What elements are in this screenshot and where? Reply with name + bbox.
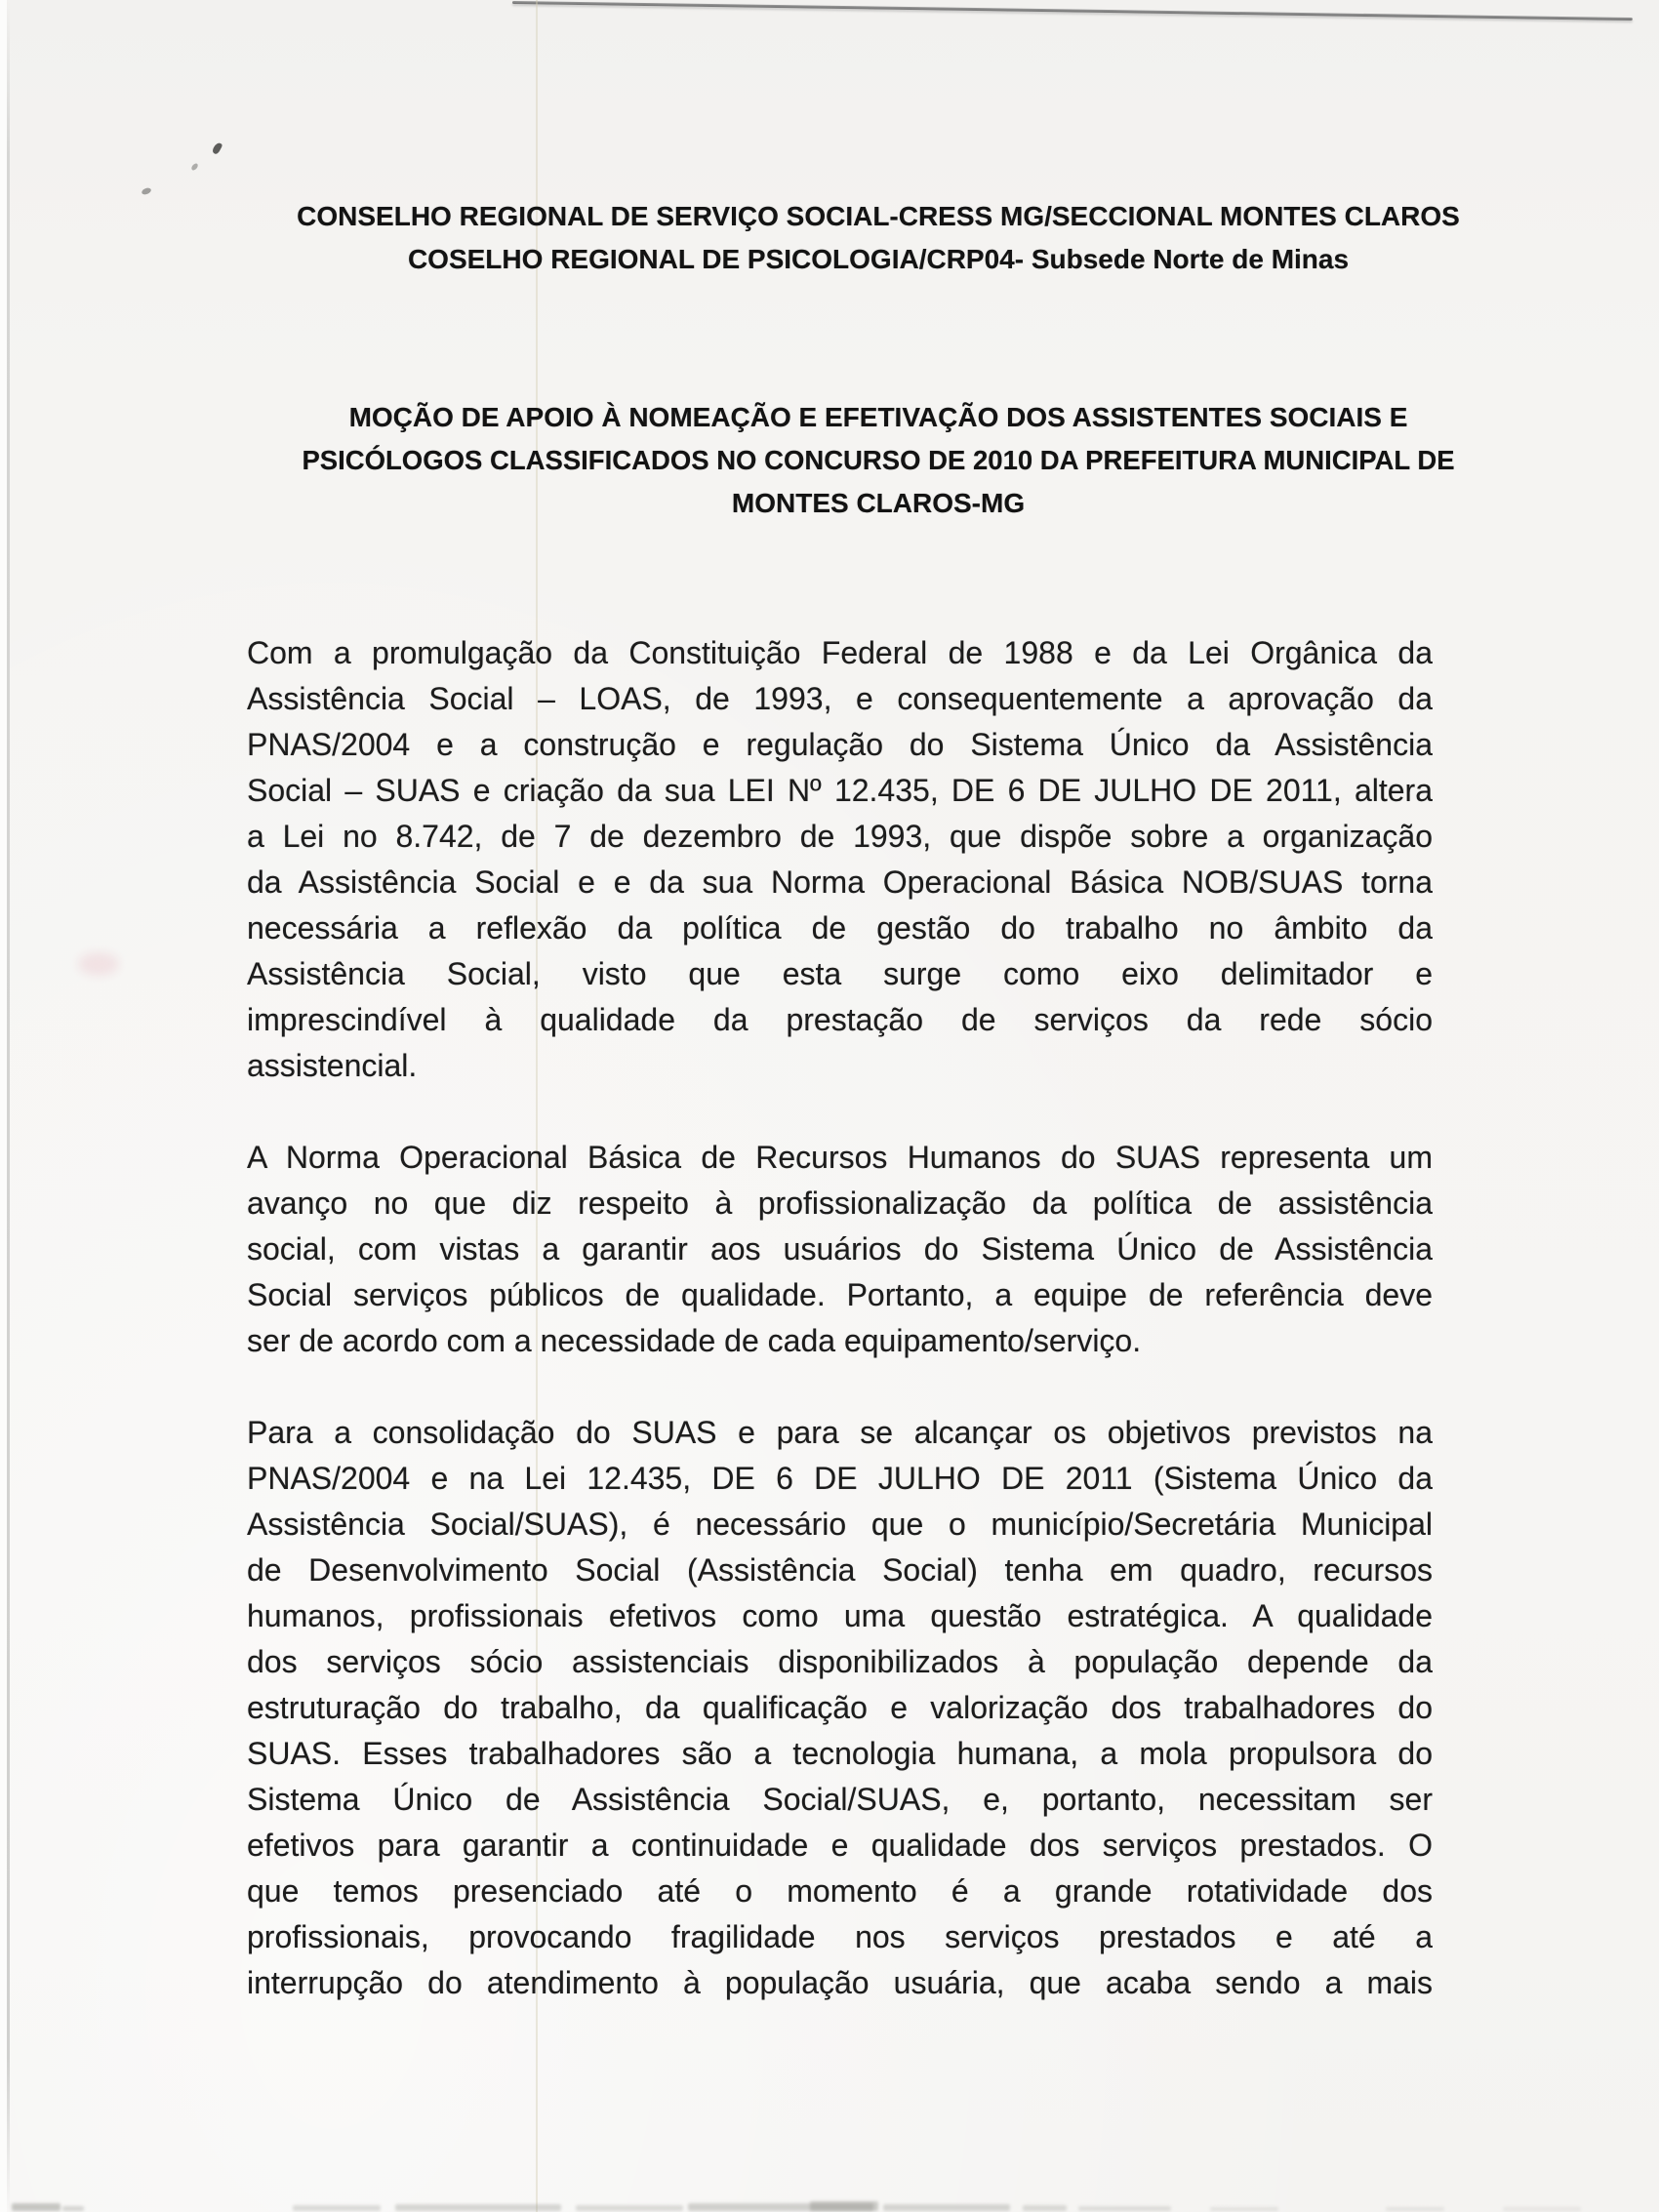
scan-artifact-left-edge-line — [7, 0, 10, 2212]
document-title — [293, 396, 1464, 525]
text-line: Assistência Social, visto que esta surge como eixo delimitador e — [247, 956, 1433, 991]
text-line: social, com vistas a garantir aos usuários do Sistema Único de Assistência — [247, 1231, 1433, 1267]
text-line: PNAS/2004 e na Lei 12.435, DE 6 DE JULHO DE 2011 (Sistema Único da — [247, 1461, 1433, 1496]
text-line: efetivos para garantir a continuidade e qualidade dos serviços prestados. O — [247, 1828, 1433, 1863]
scan-speck — [141, 186, 152, 195]
text-line: Com a promulgação da Constituição Federal de 1988 e da Lei Orgânica da — [247, 635, 1433, 670]
text-line: CONSELHO REGIONAL DE SERVIÇO SOCIAL-CRESS MG/SECCIONAL MONTES CLAROS — [297, 201, 1460, 231]
text-line: MONTES CLAROS-MG — [731, 488, 1026, 518]
text-line: Social serviços públicos de qualidade. Portanto, a equipe de referência deve — [247, 1277, 1433, 1312]
text-line: dos serviços sócio assistenciais disponibilizados à população depende da — [247, 1644, 1433, 1679]
text-line: necessária a reflexão da política de gestão do trabalho no âmbito da — [247, 910, 1433, 945]
text-line: estruturação do trabalho, da qualificação e valorização dos trabalhadores do — [247, 1690, 1433, 1725]
text-line: SUAS. Esses trabalhadores são a tecnologia humana, a mola propulsora do — [247, 1736, 1433, 1771]
text-line: profissionais, provocando fragilidade nos serviços prestados e até a — [247, 1919, 1433, 1954]
text-line: PNAS/2004 e a construção e regulação do Sistema Único da Assistência — [247, 727, 1433, 762]
text-line: ser de acordo com a necessidade de cada equipamento/serviço. — [247, 1323, 1142, 1358]
text-line: Assistência Social – LOAS, de 1993, e consequentemente a aprovação da — [247, 681, 1433, 716]
organization-header — [293, 195, 1464, 281]
text-line: Para a consolidação do SUAS e para se alcançar os objetivos previstos na — [247, 1415, 1433, 1450]
text-line: Sistema Único de Assistência Social/SUAS, e, portanto, necessitam ser — [247, 1782, 1433, 1817]
text-line: a Lei no 8.742, de 7 de dezembro de 1993, que dispõe sobre a organização — [247, 819, 1433, 854]
scan-speck — [190, 162, 199, 171]
scan-artifact-top-edge-line — [512, 1, 1633, 20]
text-line: COSELHO REGIONAL DE PSICOLOGIA/CRP04- Subsede Norte de Minas — [407, 244, 1350, 274]
body-paragraph — [247, 1135, 1433, 1364]
text-line: imprescindível à qualidade da prestação de serviços da rede sócio — [247, 1002, 1433, 1037]
text-line: A Norma Operacional Básica de Recursos Humanos do SUAS representa um — [247, 1140, 1433, 1175]
text-line: PSICÓLOGOS CLASSIFICADOS NO CONCURSO DE 2010 DA PREFEITURA MUNICIPAL DE — [302, 445, 1455, 475]
text-line: MOÇÃO DE APOIO À NOMEAÇÃO E EFETIVAÇÃO DOS ASSISTENTES SOCIAIS E — [348, 402, 1408, 432]
body-paragraph — [247, 1410, 1433, 2006]
text-line: humanos, profissionais efetivos como uma questão estratégica. A qualidade — [247, 1598, 1433, 1633]
text-line: da Assistência Social e e da sua Norma Operacional Básica NOB/SUAS torna — [247, 865, 1433, 900]
scan-artifact-bottom-smudges — [0, 2193, 1659, 2212]
text-line: Social – SUAS e criação da sua LEI Nº 12.435, DE 6 DE JULHO DE 2011, altera — [247, 773, 1433, 808]
text-line: Assistência Social/SUAS), é necessário que o município/Secretária Municipal — [247, 1507, 1433, 1542]
text-line: que temos presenciado até o momento é a grande rotatividade dos — [247, 1873, 1433, 1909]
body-paragraph — [247, 630, 1433, 1089]
text-line: de Desenvolvimento Social (Assistência Social) tenha em quadro, recursos — [247, 1552, 1433, 1588]
text-line: assistencial. — [247, 1048, 418, 1083]
text-line: interrupção do atendimento à população usuária, que acaba sendo a mais — [247, 1965, 1433, 2000]
scan-smear — [78, 952, 119, 976]
scan-speck — [212, 141, 223, 155]
scan-artifact-left-margin — [0, 0, 7, 2212]
document-body — [247, 630, 1433, 2006]
text-line: avanço no que diz respeito à profissionalização da política de assistência — [247, 1186, 1433, 1221]
